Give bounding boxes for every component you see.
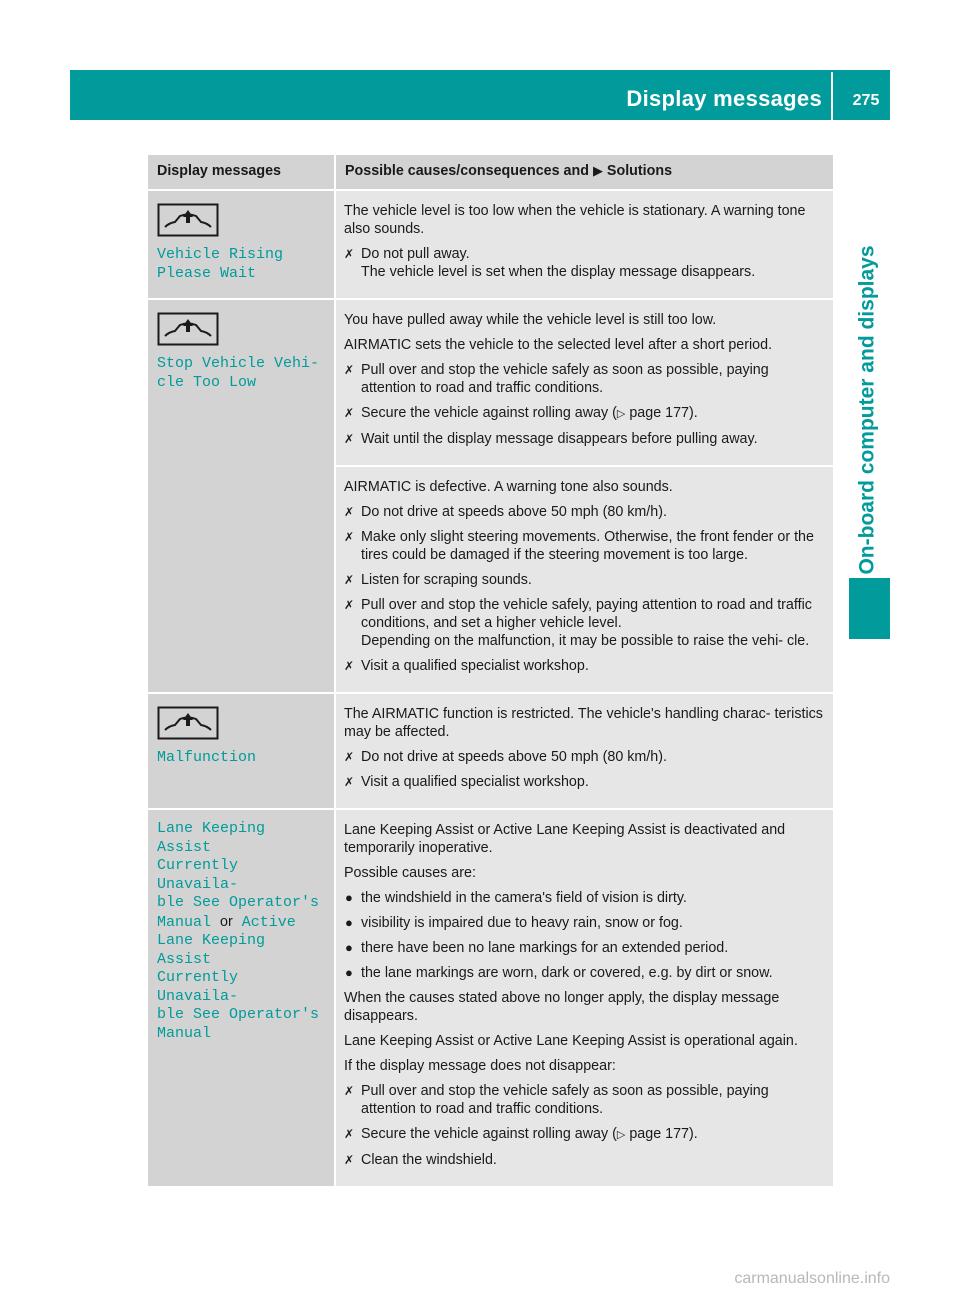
instruction-step: ✗ Do not drive at speeds above 50 mph (80 km/h).: [344, 749, 667, 765]
step-arrow-icon: ✗: [344, 750, 355, 764]
step-arrow-icon: ✗: [344, 432, 355, 446]
message-cell: [148, 809, 335, 1187]
instruction-step: ✗ Make only slight steering movements. Otherwise, the front fender or the tires could be damaged if the steering movement is too large.: [344, 529, 814, 563]
display-message-text: Lane Keeping Assist Currently Unavaila‐ ble See Operator's Manual or Active Lane Keeping Assist Currently Unavaila‐ ble See Operator's Manual: [157, 820, 320, 1042]
step-arrow-icon: ✗: [344, 505, 355, 519]
page-ref-icon: ▷: [616, 1129, 626, 1141]
chapter-tab: [845, 210, 890, 610]
bullet-icon: ●: [345, 915, 353, 930]
display-message-text: Stop Vehicle Vehi‐ cle Too Low: [157, 355, 320, 391]
instruction-step: ✗ Pull over and stop the vehicle safely as soon as possible, paying attention to road and traffic conditions.: [344, 1083, 769, 1117]
instruction-step: ✗ Pull over and stop the vehicle safely, paying attention to road and traffic conditions, and set a higher vehicle level. Depending on the malfunction, it may be possible to raise the vehi- cle.: [344, 597, 812, 649]
step-arrow-icon: ✗: [344, 1084, 355, 1098]
message-cell: [148, 299, 335, 693]
solution-cell: The vehicle level is too low when the vehicle is stationary. A warning tone also sounds. ✗ Do not pull away. The vehicle level is set when the display message disappears.: [335, 190, 833, 299]
display-messages-table: [148, 155, 833, 1188]
table-row: [148, 190, 833, 299]
display-message-text: Malfunction: [157, 749, 257, 766]
col-header-display-messages: Display messages: [148, 155, 335, 190]
message-cell: [148, 693, 335, 809]
instruction-step: ✗ Wait until the display message disappears before pulling away.: [344, 431, 758, 447]
instruction-step: ✗ Clean the windshield.: [344, 1152, 497, 1168]
cause-bullet: ● visibility is impaired due to heavy rain, snow or fog.: [345, 915, 683, 931]
chapter-tab-label: On-board computer and displays: [855, 245, 879, 575]
instruction-step: ✗ Do not drive at speeds above 50 mph (80 km/h).: [344, 504, 667, 520]
instruction-step: ✗ Visit a qualified specialist workshop.: [344, 658, 589, 674]
bullet-icon: ●: [345, 965, 353, 980]
cause-bullet: ● there have been no lane markings for an extended period.: [345, 940, 729, 956]
step-arrow-icon: ✗: [344, 247, 355, 261]
solution-cell: Lane Keeping Assist or Active Lane Keeping Assist is deactivated and temporarily inoperative. Possible causes are: ● the windshield in the camera's field of vision is dirty. ● visibility is impaired due to heavy rain, snow or fog. ● there have been no lane markings for an extended period. ● the lane markings are worn, dark or covered, e.g. by dirt or snow. When the causes stated above no longer apply, the display message disappears. Lane Keeping Assist or Active Lane Keeping Assist is operational again. If the display message does not disappear: ✗ Pull over and stop the vehicle safely as soon as possible, paying attention to road and traffic conditions. ✗ Secure the vehicle against rolling away (▷ page 177). ✗ Clean the windshield.: [335, 809, 833, 1187]
step-arrow-icon: ✗: [344, 573, 355, 587]
page-reference-link[interactable]: page 177).: [625, 1126, 698, 1142]
vehicle-level-icon: [157, 706, 219, 740]
col-header-causes: [335, 155, 833, 190]
step-arrow-icon: ✗: [344, 659, 355, 673]
step-arrow-icon: ✗: [344, 775, 355, 789]
step-arrow-icon: ✗: [344, 598, 355, 612]
step-arrow-icon: ✗: [344, 1127, 355, 1141]
step-arrow-icon: ✗: [344, 1153, 355, 1167]
cause-bullet: ● the windshield in the camera's field of vision is dirty.: [345, 890, 687, 906]
vehicle-level-icon: [157, 203, 219, 237]
instruction-step: ✗ Pull over and stop the vehicle safely as soon as possible, paying attention to road and traffic conditions.: [344, 362, 769, 396]
solution-cell: The AIRMATIC function is restricted. The vehicle's handling charac- teristics may be affected. ✗ Do not drive at speeds above 50 mph (80 km/h). ✗ Visit a qualified specialist workshop.: [335, 693, 833, 809]
table-row: [148, 809, 833, 1187]
vehicle-level-icon: [157, 312, 219, 346]
col-header-causes-text: Possible causes/consequences and: [345, 163, 589, 179]
table-row: [148, 299, 833, 466]
bullet-icon: ●: [345, 940, 353, 955]
header-divider: [831, 72, 833, 120]
solution-cell: You have pulled away while the vehicle level is still too low. AIRMATIC sets the vehicle to the selected level after a short period. ✗ Pull over and stop the vehicle safely as soon as possible, paying attention to road and traffic conditions. ✗ Secure the vehicle against rolling away (▷ page 177). ✗ Wait until the display message disappears before pulling away.: [335, 299, 833, 466]
page-number: 275: [852, 92, 880, 109]
step-arrow-icon: ✗: [344, 530, 355, 544]
page-title: Display messages: [626, 86, 822, 111]
message-cell: [148, 190, 335, 299]
chapter-marker: [849, 578, 890, 639]
page-ref-icon: ▷: [616, 408, 626, 420]
instruction-step: ✗ Listen for scraping sounds.: [344, 572, 532, 588]
page-reference-link[interactable]: page 177).: [625, 405, 698, 421]
footer-watermark: carmanualsonline.info: [734, 1270, 890, 1287]
instruction-step: ✗ Visit a qualified specialist workshop.: [344, 774, 589, 790]
step-arrow-icon: ✗: [344, 406, 355, 420]
solution-cell: AIRMATIC is defective. A warning tone also sounds. ✗ Do not drive at speeds above 50 mph (80 km/h). ✗ Make only slight steering movements. Otherwise, the front fender or the tires could be damaged if the steering movement is too large. ✗ Listen for scraping sounds. ✗ Pull over and stop the vehicle safely, paying attention to road and traffic conditions, and set a higher vehicle level. Depending on the malfunction, it may be possible to raise the vehi- cle. ✗ Visit a qualified specialist workshop.: [335, 466, 833, 693]
step-arrow-icon: ✗: [344, 363, 355, 377]
col-header-solutions-text: Solutions: [606, 163, 673, 179]
instruction-step: ✗ Secure the vehicle against rolling away (▷ page 177).: [344, 1126, 698, 1142]
cause-bullet: ● the lane markings are worn, dark or covered, e.g. by dirt or snow.: [345, 965, 773, 981]
table-header-row: [148, 155, 833, 190]
bullet-icon: ●: [345, 890, 353, 905]
table-row: [148, 693, 833, 809]
solutions-arrow-icon: ▶: [592, 163, 603, 178]
instruction-step: ✗ Do not pull away. The vehicle level is set when the display message disappears.: [344, 246, 756, 280]
instruction-step: ✗ Secure the vehicle against rolling away (▷ page 177).: [344, 405, 698, 421]
display-message-text: Vehicle Rising Please Wait: [157, 246, 284, 282]
